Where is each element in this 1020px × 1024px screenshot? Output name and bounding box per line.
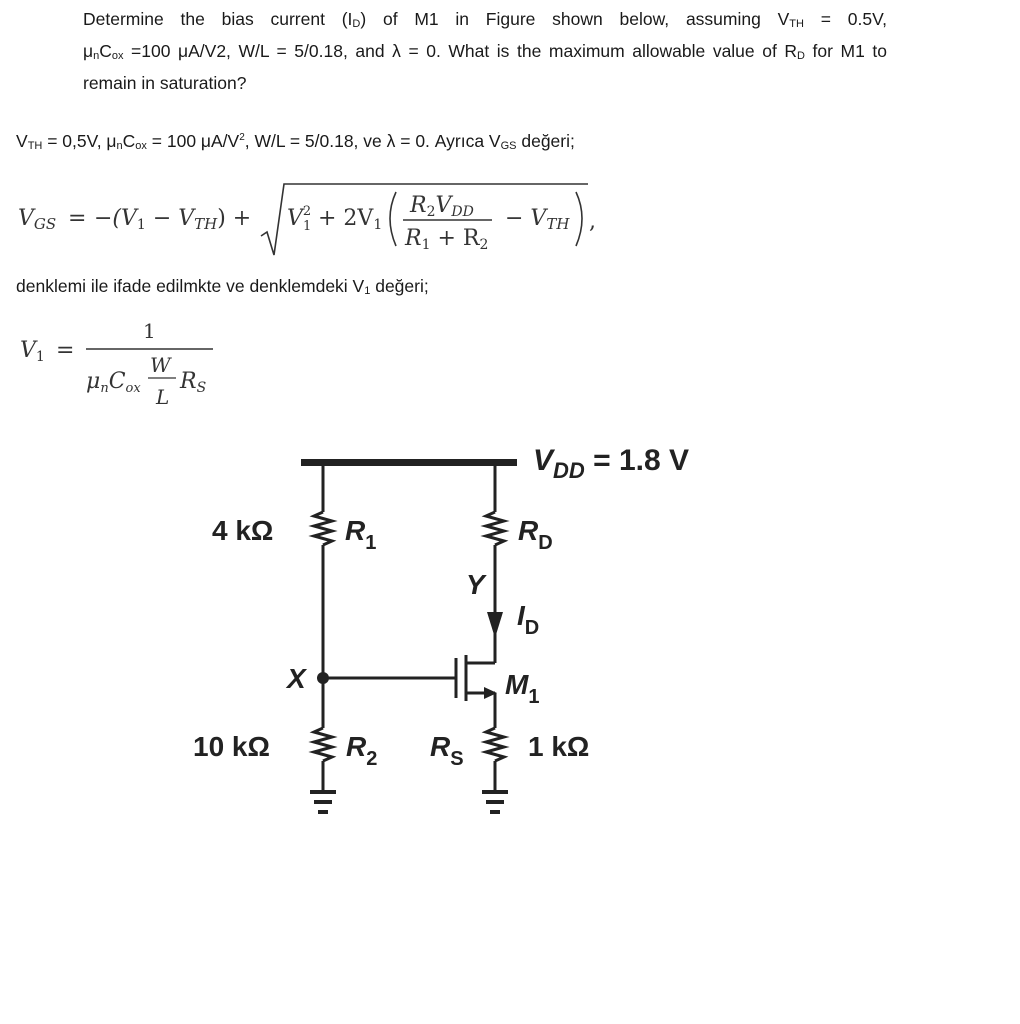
svg-text:R2VDD: R2VDD <box>410 193 474 220</box>
ground-left-icon <box>310 792 336 812</box>
rs-resistor <box>486 728 504 790</box>
svg-text:1: 1 <box>303 219 312 234</box>
id-arrow-icon <box>487 612 503 638</box>
rs-label: $R_S$ <box>430 731 464 770</box>
vdd-label: $V_{DD} = 1.8$ V <box>533 444 690 483</box>
svg-text:VGS: VGS <box>18 206 57 233</box>
problem-line-2: $\mu_nC_{ox} =100$ μA/V2, W/L = 5/0.18, and λ = 0. What is the maximum allowable value of $R_D$ for M1 to <box>83 41 887 62</box>
svg-text:,: , <box>589 209 596 234</box>
vdd-rail <box>301 459 517 466</box>
svg-text:μnCox: μnCox <box>86 369 141 396</box>
id-label: $I_D$ <box>517 600 540 639</box>
rd-label: $R_D$ <box>518 515 553 554</box>
vgs-equation <box>18 178 618 258</box>
problem-line-3: remain in saturation? <box>83 73 247 93</box>
ground-right-icon <box>482 792 508 812</box>
explanation-text: denklemi ile ifade edilmkte ve denklemdeki $V_1$ değeri; <box>16 276 429 297</box>
svg-text:R1 + R2: R1 + R2 <box>405 226 489 253</box>
problem-statement <box>83 6 887 97</box>
r2-value: 10 kΩ <box>193 731 270 762</box>
svg-text:+ 2V1: + 2V1 <box>318 206 383 233</box>
svg-text:W: W <box>150 353 171 377</box>
r1-label: $R_1$ <box>345 515 377 554</box>
svg-text:V2: $V^2$ <box>287 204 312 231</box>
node-x-label: X <box>287 663 306 694</box>
svg-text:V1: V1 <box>20 338 45 365</box>
r1-value: 4 kΩ <box>212 515 274 546</box>
rs-value: 1 kΩ <box>528 731 590 762</box>
m1-label: $M_1$ <box>505 669 540 708</box>
given-values: $V_{TH} = 0,5V$, $\mu_nC_{ox} = 100$ $\mu A/V^2$, W/L = 5/0.18, ve λ = 0. Ayrıca $V_{GS}$ değeri; <box>16 131 575 152</box>
circuit-diagram <box>180 430 740 830</box>
svg-text:1: 1 <box>143 319 156 343</box>
svg-text:−(V1 − VTH) +: −(V1 − VTH) + <box>94 206 252 233</box>
r2-resistor <box>314 716 332 790</box>
r2-label: $R_2$ <box>346 731 378 770</box>
svg-text:RS: RS <box>180 369 207 396</box>
svg-text:L: L <box>156 385 170 409</box>
v1-equation <box>18 316 238 416</box>
svg-text:− VTH: − VTH <box>505 206 570 233</box>
svg-text:=: = <box>68 206 87 231</box>
node-y-label: Y <box>466 569 485 600</box>
problem-line-1: Determine the bias current $(I_D)$ of M1 in Figure shown below, assuming $V_{TH} = 0.5V$, <box>83 9 887 30</box>
svg-text:=: = <box>56 338 75 363</box>
